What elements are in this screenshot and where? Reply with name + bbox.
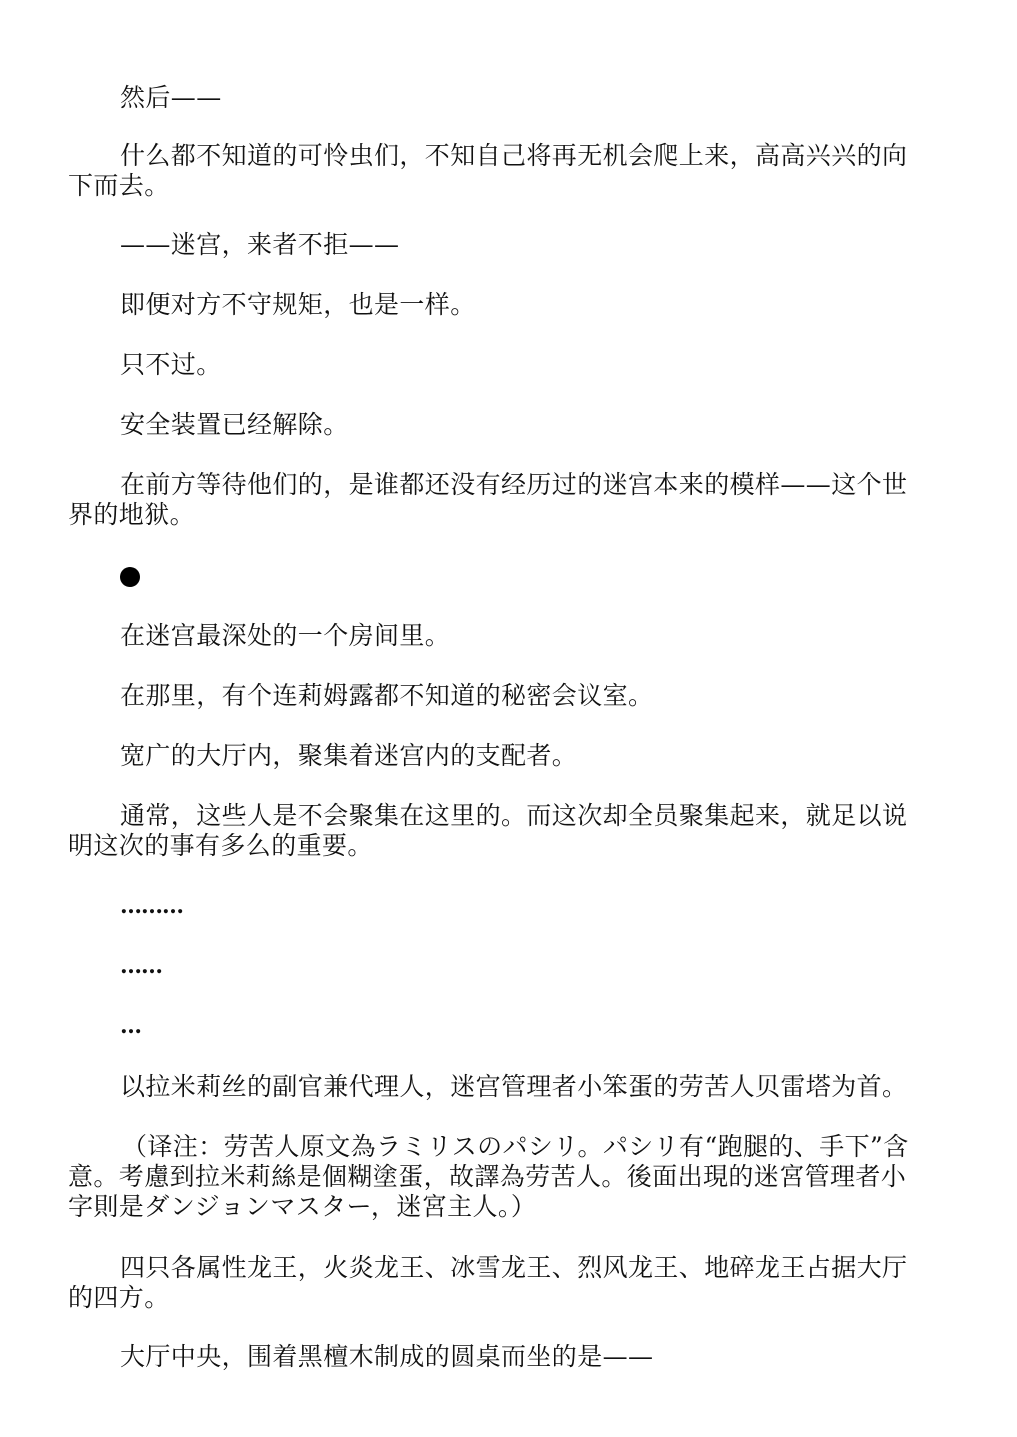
- paragraph: 安全装置已经解除。: [120, 410, 349, 439]
- paragraph: 在迷宫最深处的一个房间里。: [120, 621, 451, 650]
- paragraph: ——迷宫，来者不拒——: [120, 230, 400, 259]
- ellipsis-line: ………: [120, 893, 183, 919]
- paragraph: 大厅中央，围着黑檀木制成的圆桌而坐的是——: [120, 1342, 654, 1371]
- ellipsis-line: ……: [120, 953, 162, 979]
- translator-note: （译注：劳苦人原文為ラミリスのパシリ。パシリ有“跑腿的、手下”含意。考慮到拉米莉絲是個糊塗蛋，故譯為劳苦人。後面出現的迷宮管理者小字則是ダンジョンマスター，迷宮主人。）: [68, 1132, 909, 1221]
- section-break-bullet-icon: [120, 567, 140, 587]
- paragraph: 四只各属性龙王，火炎龙王、冰雪龙王、烈风龙王、地碎龙王占据大厅的四方。: [68, 1253, 908, 1312]
- paragraph: 即便对方不守规矩，也是一样。: [120, 290, 476, 319]
- paragraph: 然后——: [120, 83, 222, 112]
- paragraph: 什么都不知道的可怜虫们，不知自己将再无机会爬上来，高高兴兴的向下而去。: [68, 141, 908, 200]
- paragraph: 只不过。: [120, 350, 222, 379]
- paragraph: 以拉米莉丝的副官兼代理人，迷宫管理者小笨蛋的劳苦人贝雷塔为首。: [120, 1072, 908, 1101]
- paragraph: 在前方等待他们的，是谁都还没有经历过的迷宫本来的模样——这个世界的地狱。: [68, 470, 908, 529]
- paragraph: 宽广的大厅内，聚集着迷宫内的支配者。: [120, 741, 578, 770]
- paragraph: 通常，这些人是不会聚集在这里的。而这次却全员聚集起来，就足以说明这次的事有多么的重要。: [68, 801, 908, 860]
- ellipsis-line: …: [120, 1013, 141, 1039]
- paragraph: 在那里，有个连莉姆露都不知道的秘密会议室。: [120, 681, 654, 710]
